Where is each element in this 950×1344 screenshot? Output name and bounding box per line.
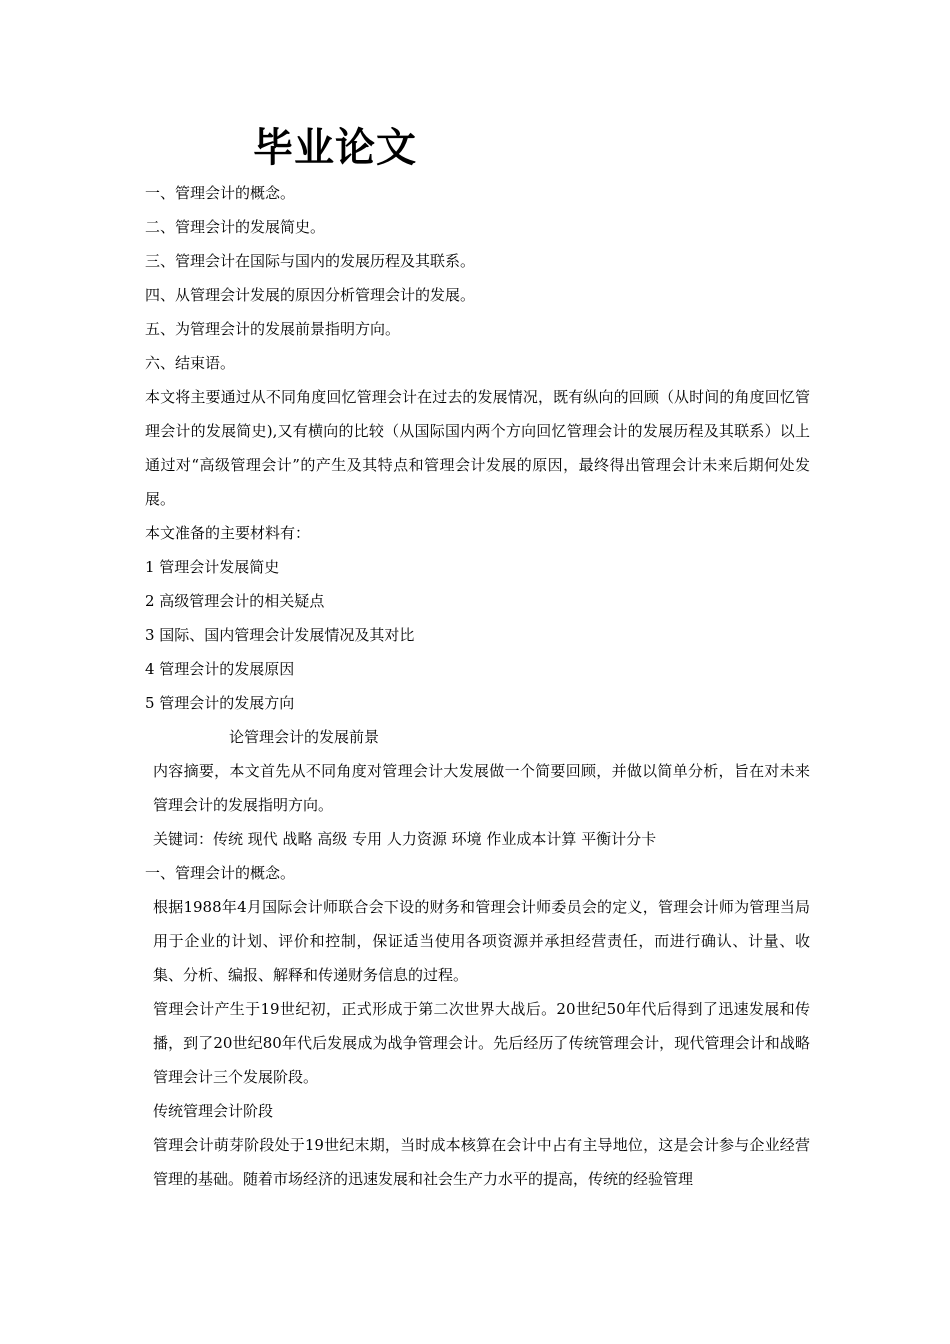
materials-item: 3 国际、国内管理会计发展情况及其对比 bbox=[145, 626, 415, 644]
outline-item: 五、为管理会计的发展前景指明方向。 bbox=[145, 320, 401, 338]
abstract-paragraph: 内容摘要，本文首先从不同角度对管理会计大发展做一个简要回顾，并做以简单分析，旨在对未来管理会计的发展指明方向。 bbox=[153, 762, 810, 814]
outline-item: 六、结束语。 bbox=[145, 354, 236, 372]
outline-item: 三、管理会计在国际与国内的发展历程及其联系。 bbox=[145, 252, 476, 270]
keywords-line: 关键词：传统 现代 战略 高级 专用 人力资源 环境 作业成本计算 平衡计分卡 bbox=[153, 830, 657, 848]
materials-heading: 本文准备的主要材料有： bbox=[145, 524, 311, 542]
subsection-paragraph: 管理会计萌芽阶段处于19世纪末期，当时成本核算在会计中占有主导地位，这是会计参与企业经营管理的基础。随着市场经济的迅速发展和社会生产力水平的提高，传统的经验管理 bbox=[153, 1136, 810, 1188]
materials-item: 4 管理会计的发展原因 bbox=[145, 660, 295, 678]
paper-title: 论管理会计的发展前景 bbox=[229, 728, 380, 746]
materials-item: 2 高级管理会计的相关疑点 bbox=[145, 592, 325, 610]
document-page bbox=[145, 120, 810, 1196]
materials-item: 1 管理会计发展简史 bbox=[145, 558, 280, 576]
section-paragraph: 根据1988年4月国际会计师联合会下设的财务和管理会计师委员会的定义，管理会计师为管理当局用于企业的计划、评价和控制，保证适当使用各项资源并承担经营责任，而进行确认、计量、收集、分析、编报、解释和传递财务信息的过程。 bbox=[153, 898, 810, 984]
section-paragraph: 管理会计产生于19世纪初，正式形成于第二次世界大战后。20世纪50年代后得到了迅速发展和传播，到了20世纪80年代后发展成为战争管理会计。先后经历了传统管理会计，现代管理会计和战略管理会计三个发展阶段。 bbox=[153, 1000, 810, 1086]
outline-item: 二、管理会计的发展简史。 bbox=[145, 218, 326, 236]
subsection-heading: 传统管理会计阶段 bbox=[153, 1102, 274, 1120]
outline-item: 四、从管理会计发展的原因分析管理会计的发展。 bbox=[145, 286, 476, 304]
outline-list bbox=[145, 176, 810, 380]
materials-list bbox=[145, 550, 810, 720]
section-heading: 一、管理会计的概念。 bbox=[145, 864, 296, 882]
outline-item: 一、管理会计的概念。 bbox=[145, 184, 296, 202]
document-title: 毕业论文 bbox=[253, 125, 417, 171]
materials-item: 5 管理会计的发展方向 bbox=[145, 694, 295, 712]
intro-paragraph: 本文将主要通过从不同角度回忆管理会计在过去的发展情况，既有纵向的回顾（从时间的角度回忆管理会计的发展简史),又有横向的比较（从国际国内两个方向回忆管理会计的发展历程及其联系）以上通过对“高级管理会计”的产生及其特点和管理会计发展的原因，最终得出管理会计未来后期何处发展。 bbox=[145, 388, 810, 508]
